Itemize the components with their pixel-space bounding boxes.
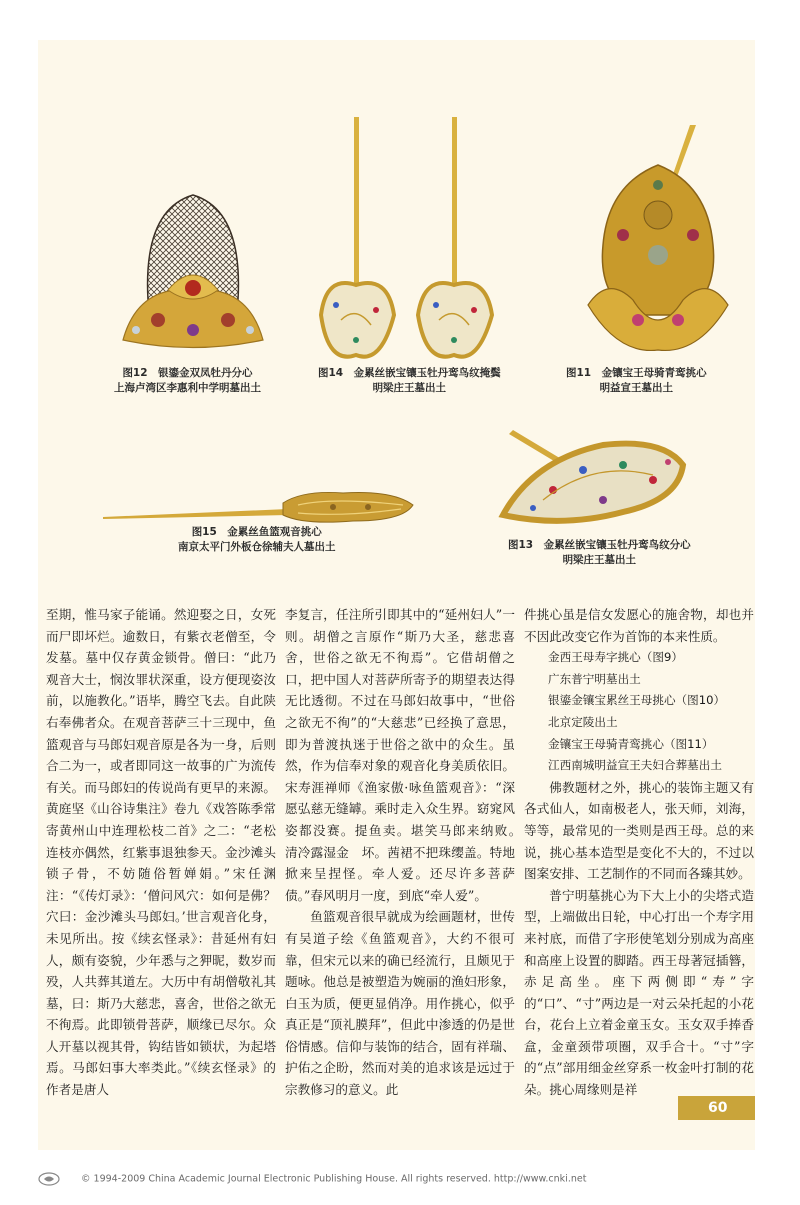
figure-15-caption	[178, 525, 336, 555]
text-column-right	[524, 604, 754, 1101]
body-paragraph: 至期，惟马家子能诵。然迎娶之日，女死而尸即坏烂。逾数日，有紫衣老僧至，令发墓。墓中仅存黄金锁骨。僧曰：“此乃观音大士，悯汝罪状深重，设方便现姿汝前，以施教化。”语毕，腾空飞去。自此陕右奉佛者众。在观音菩萨三十三现中，鱼篮观音与马郎妇观音原是各为一身，后则合二为一，或者即同这一故事的广为流传有关。而马郎妇的传说尚有更早的来源。黄庭坚《山谷诗集注》卷九《戏答陈季常寄黄州山中连理松枝二首》之二：“老松连枝亦偶然，红紫事退独参天。金沙滩头锁子骨，不妨随俗暂婵娟。”宋任渊注：“《传灯录》：‘僧问风穴：如何是佛？穴曰：金沙滩头马郎妇。’世言观音化身，未见所出。按《续玄怪录》：昔延州有妇人，颇有姿貌，少年悉与之狎昵，数岁而殁，人共葬其道左。大历中有胡僧敬礼其墓，曰：斯乃大慈悲，喜舍，世俗之欲无不徇焉。此即锁骨菩萨，顺缘已尽尔。众人开墓以视其骨，钩结皆如锁状，为起塔焉。马郎妇事大率类此。”《续玄怪录》的作者是唐人	[46, 607, 276, 1098]
copyright-footer	[38, 1172, 586, 1186]
figure-14-image	[306, 115, 506, 375]
figure-14-caption	[318, 366, 501, 396]
figure-11-caption	[566, 366, 707, 396]
artifact-list-item: 北京定陵出土	[548, 714, 618, 729]
text-column-left	[46, 604, 276, 1101]
body-paragraph: 佛教题材之外，挑心的装饰主题又有各式仙人，如南极老人，张天师，刘海，等等，最常见的一类则是西王母。总的来说，挑心基本造型是变化不大的，不过以图案安排、工艺制作的不同而各臻其妙。	[524, 779, 754, 882]
body-paragraph: 鱼篮观音很早就成为绘画题材，世传有吴道子绘《鱼篮观音》，大约不很可靠，但宋元以来的确已经流行，且颇见于题咏。他总是被塑造为婉丽的渔妇形象，白玉为质，便更显俏净。用作挑心，似乎真正是“顶礼膜拜”，但此中渗透的仍是世俗情感。信仰与装饰的结合，固有祥瑞、护佑之企盼，然而对美的追求该是远过于宗教修习的意义。此	[285, 909, 515, 1098]
figure-11-title: 图11 金镶宝王母骑青鸾挑心	[566, 367, 707, 379]
artifact-list-item: 银鎏金镶宝累丝王母挑心（图10）	[548, 693, 726, 708]
figure-12-title: 图12 银鎏金双凤牡丹分心	[122, 367, 253, 379]
figure-13-image	[493, 420, 693, 535]
figure-11-source: 明益宣王墓出土	[599, 382, 674, 394]
artifact-list-item: 金西王母寿字挑心（图9）	[548, 650, 683, 665]
figure-13-source: 明梁庄王墓出土	[562, 554, 637, 566]
figure-12-caption	[114, 366, 261, 396]
figure-15-title: 图15 金累丝鱼篮观音挑心	[191, 526, 322, 538]
journal-page	[38, 40, 755, 1150]
publisher-logo-icon	[38, 1172, 60, 1186]
figure-14-title: 图14 金累丝嵌宝镶玉牡丹鸾鸟纹掩鬓	[318, 367, 501, 379]
artifact-list-item: 金镶宝王母骑青鸾挑心（图11）	[548, 736, 714, 751]
figure-15-source: 南京太平门外板仓徐辅夫人墓出土	[178, 541, 336, 553]
figure-13-caption	[508, 538, 691, 568]
figure-11-image	[578, 125, 738, 365]
page-number: 60	[678, 1096, 755, 1120]
artifact-list-item: 广东普宁明墓出土	[548, 671, 641, 686]
figure-14-source: 明梁庄王墓出土	[372, 382, 447, 394]
copyright-text: © 1994-2009 China Academic Journal Electronic Publishing House. All rights reserved. http://www.cnki.net	[81, 1173, 587, 1185]
artifact-list-item: 江西南城明益宣王夫妇合葬墓出土	[548, 758, 722, 773]
body-paragraph: 普宁明墓挑心为下大上小的尖塔式造型，上端做出日轮，中心打出一个寿字用来衬底，而借了字形使笔划分别成为高座和高座上设置的脚踏。西王母著冠插簪，赤足高坐。座下两侧即“寿”字的“口”、“寸”两边是一对云朵托起的小花台，花台上立着金童玉女。玉女双手捧香盒，金童颈带项圈，双手合十。“寸”字的“点”部用细金丝穿系一枚金叶打制的花朵。挑心周缘则是祥	[524, 887, 754, 1098]
body-paragraph: 李复言，任注所引即其中的“延州妇人”一则。胡僧之言原作“斯乃大圣，慈悲喜舍，世俗之欲无不徇焉”。它借胡僧之口，把中国人对菩萨所寄予的期望表达得无比透彻。不过在马郎妇故事中，“世俗之欲无不徇”的“大慈悲”已经换了意思，即为普渡执迷于世俗之欲中的众生。虽然，作为信奉对象的观音化身美质依旧。宋寿涯禅师《渔家傲·咏鱼篮观音》：“深愿弘慈无缝罅。乘时走入众生界。窈窕风姿都没赛。提鱼卖。堪笑马郎来纳败。 清冷露湿金 坏。茜裙不把珠缨盖。特地掀来呈捏怪。牵人爱。还尽许多菩萨债。”春风明月一度，到底“牵人爱”。	[285, 607, 528, 903]
figure-13-title: 图13 金累丝嵌宝镶玉牡丹鸾鸟纹分心	[508, 539, 691, 551]
body-paragraph: 件挑心虽是信女发愿心的施舍物，却也并不因此改变它作为首饰的本来性质。	[524, 607, 754, 644]
text-column-middle	[285, 604, 528, 1101]
figure-12-image	[118, 190, 268, 370]
figure-12-source: 上海卢湾区李惠利中学明墓出土	[114, 382, 261, 394]
